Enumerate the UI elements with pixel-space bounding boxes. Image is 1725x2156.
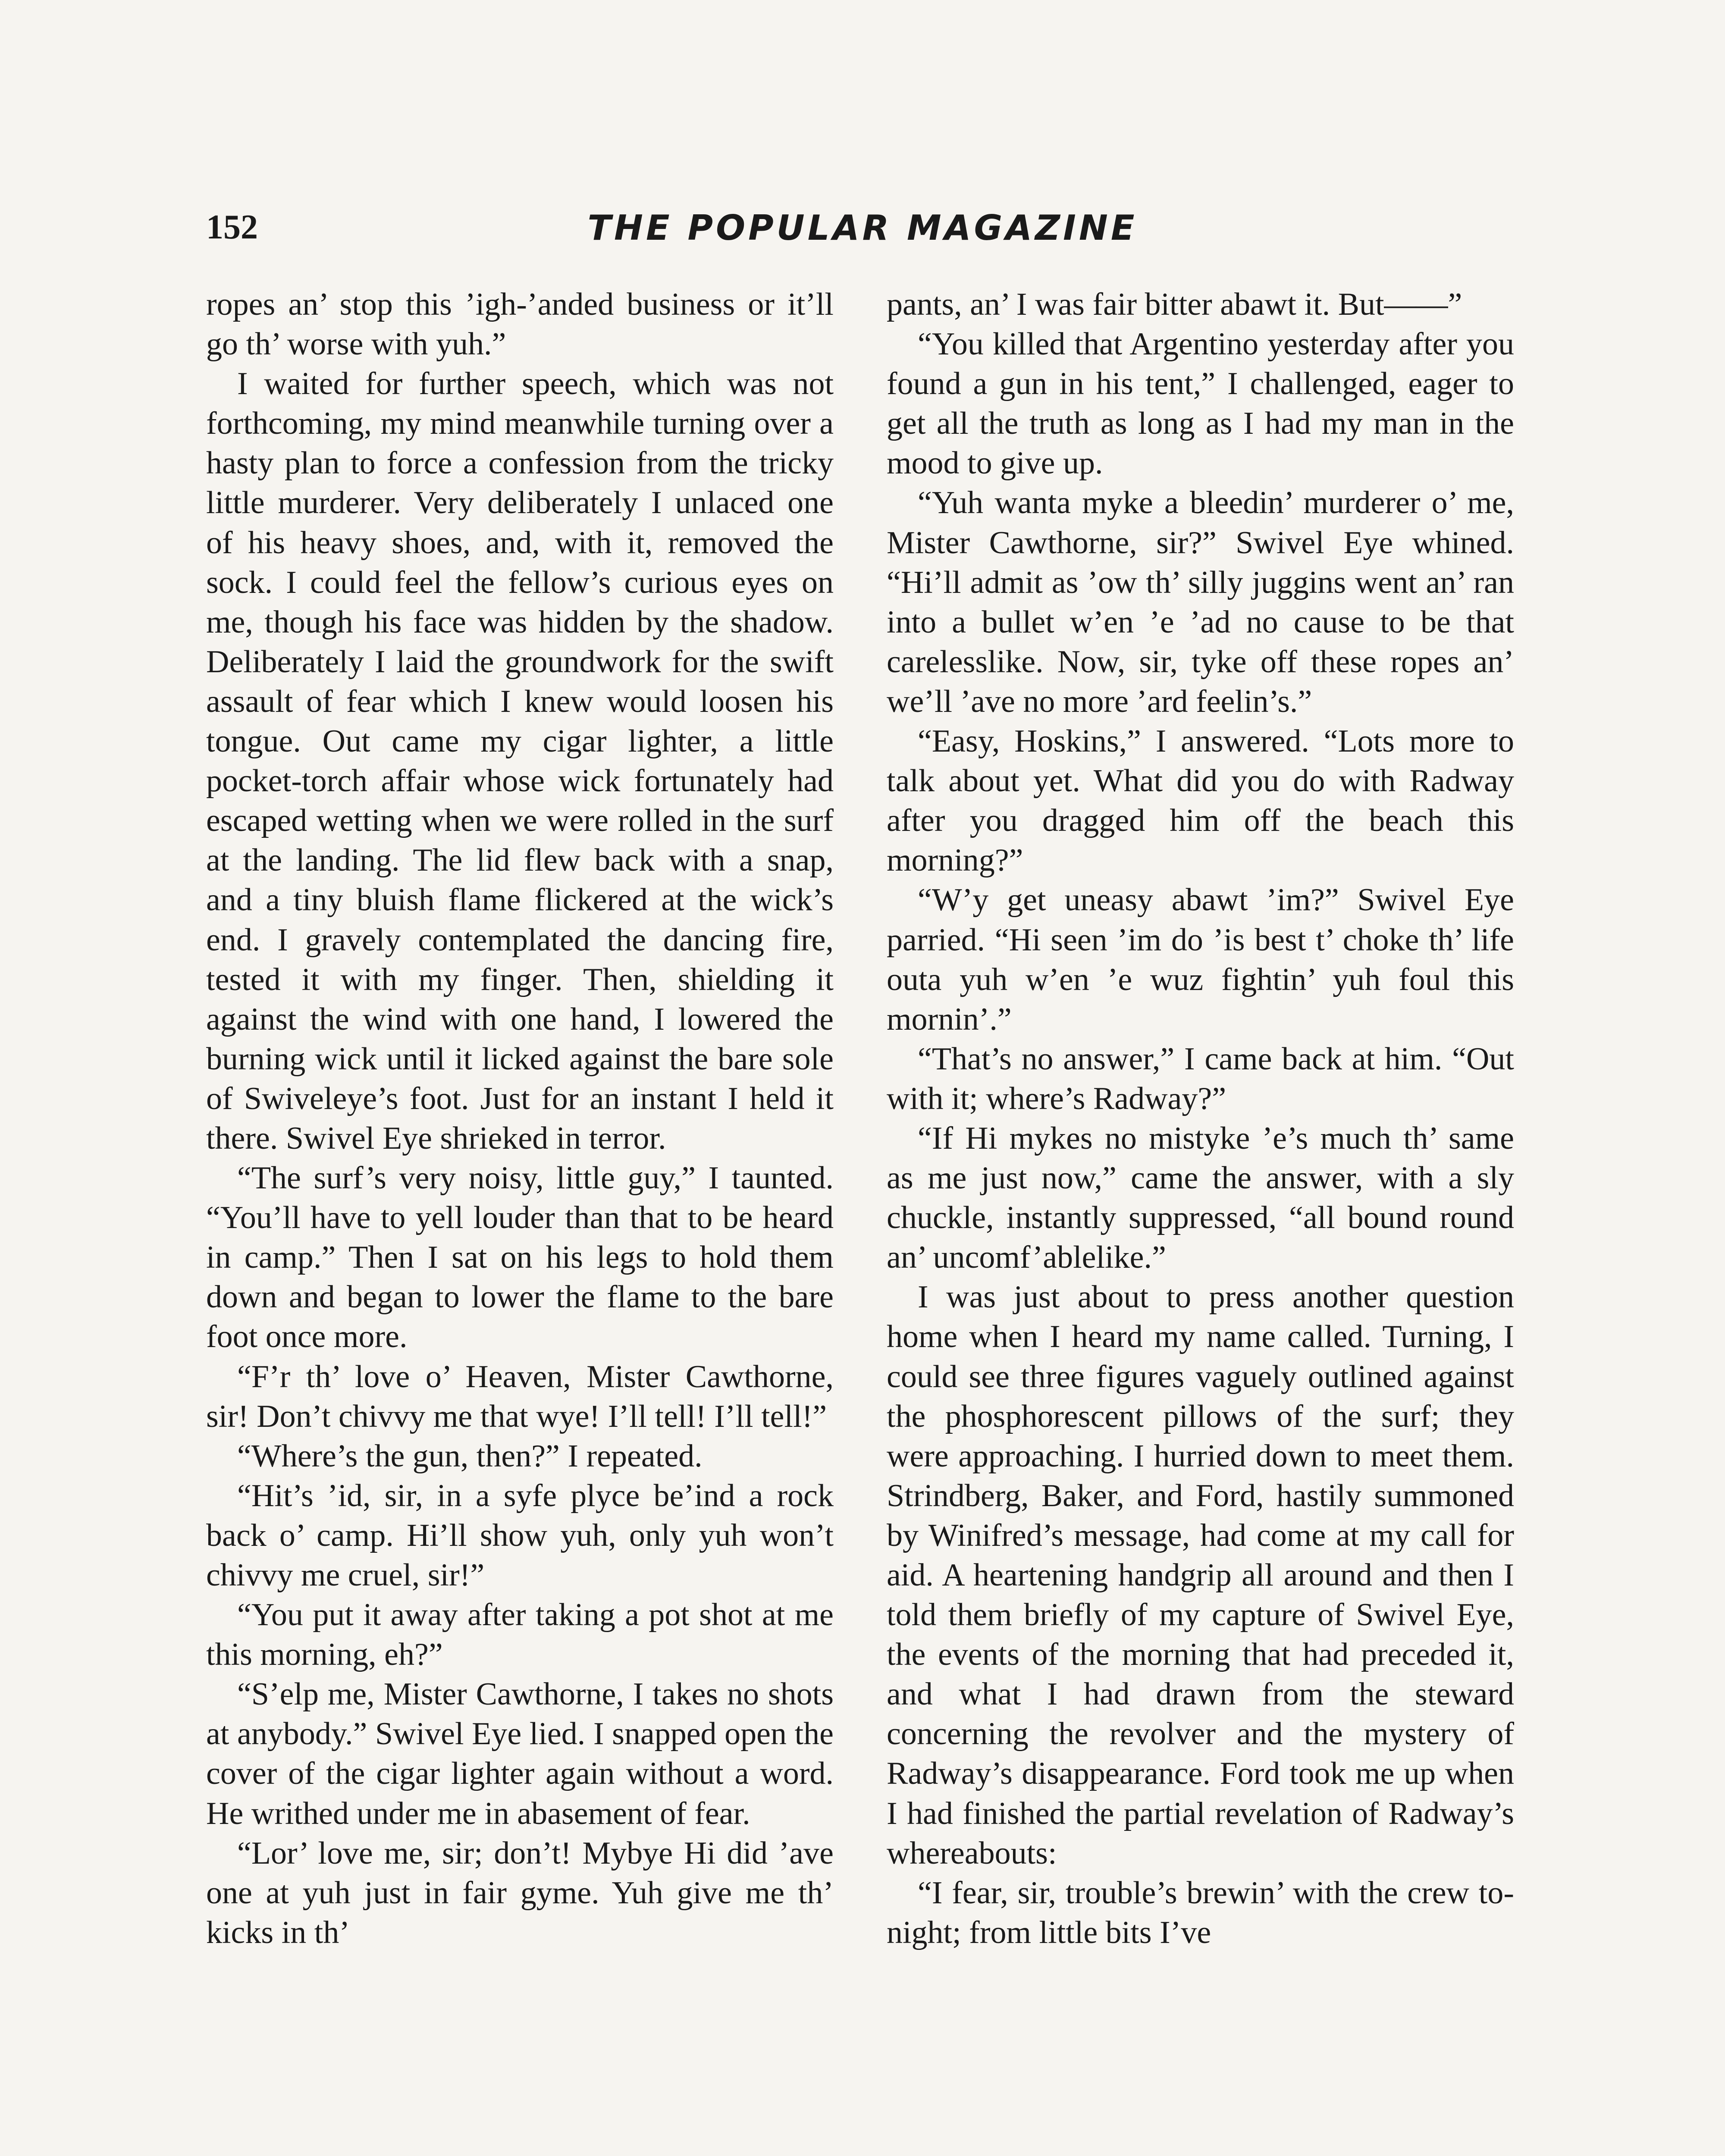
paragraph: “Yuh wanta myke a bleedin’ murderer o’ me, Mister Cawthorne, sir?” Swivel Eye whined. “Hi’ll admit as ’ow th’ silly juggins went an’ ran into a bullet w’en ’e ’ad no cause to be that carelesslike. Now, sir, tyke off these ropes an’ we’ll ’ave no more ’ard feelin’s.” bbox=[887, 485, 1514, 719]
paragraph: “S’elp me, Mister Cawthorne, I takes no shots at anybody.” Swivel Eye lied. I snapped open the cover of the cigar lighter again without a word. He writhed under me in abasement of fear. bbox=[206, 1677, 834, 1831]
paragraph: “W’y get uneasy abawt ’im?” Swivel Eye parried. “Hi seen ’im do ’is best t’ choke th’ life outa yuh w’en ’e wuz fightin’ yuh foul this mornin’.” bbox=[887, 882, 1514, 1037]
paragraph: “Easy, Hoskins,” I answered. “Lots more to talk about yet. What did you do with Radway after you dragged him off the beach this morning?” bbox=[887, 724, 1514, 878]
magazine-title: THE POPULAR MAGAZINE bbox=[587, 208, 1138, 248]
paragraph: I waited for further speech, which was not forthcoming, my mind meanwhile turning over a hasty plan to force a confession from the tricky little murderer. Very deliberately I unlaced one of his heavy shoes, and, with it, removed the sock. I could feel the fellow’s curious eyes on me, though his face was hidden by the shadow. Deliberately I laid the groundwork for the swift assault of fear which I knew would loosen his tongue. Out came my cigar lighter, a little pocket-torch affair whose wick fortunately had escaped wetting when we were rolled in the surf at the landing. The lid flew back with a snap, and a tiny bluish flame flickered at the wick’s end. I gravely contemplated the dancing fire, tested it with my finger. Then, shielding it against the wind with one hand, I lowered the burning wick until it licked against the bare sole of Swiveleye’s foot. Just for an instant I held it there. Swivel Eye shrieked in terror. bbox=[206, 366, 834, 1156]
right-column bbox=[887, 285, 1514, 2156]
paragraph: “The surf’s very noisy, little guy,” I taunted. “You’ll have to yell louder than that to be heard in camp.” Then I sat on his legs to hold them down and began to lower the flame to the bare foot once more. bbox=[206, 1160, 834, 1355]
paragraph: “I fear, sir, trouble’s brewin’ with the crew to-night; from little bits I’ve bbox=[887, 1875, 1514, 1950]
paragraph: “You put it away after taking a pot shot at me this morning, eh?” bbox=[206, 1597, 834, 1673]
left-column bbox=[206, 285, 834, 2156]
paragraph: ropes an’ stop this ’igh-’anded business or it’ll go th’ worse with yuh.” bbox=[206, 287, 834, 362]
paragraph: “F’r th’ love o’ Heaven, Mister Cawthorne, sir! Don’t chivvy me that wye! I’ll tell! I’ll tell!” bbox=[206, 1359, 834, 1434]
paragraph: I was just about to press another question home when I heard my name called. Turning, I could see three figures vaguely outlined against the phosphorescent pillows of the surf; they were approaching. I hurried down to meet them. Strindberg, Baker, and Ford, hastily summoned by Winifred’s message, had come at my call for aid. A heartening handgrip all around and then I told them briefly of my capture of Swivel Eye, the events of the morning that had preceded it, and what I had drawn from the steward concerning the revolver and the mystery of Radway’s disappearance. Ford took me up when I had finished the partial revelation of Radway’s whereabouts: bbox=[887, 1279, 1514, 1871]
paragraph: “You killed that Argentino yesterday after you found a gun in his tent,” I challenged, eager to get all the truth as long as I had my man in the mood to give up. bbox=[887, 326, 1514, 481]
page-number: 152 bbox=[206, 208, 258, 246]
text-columns bbox=[206, 285, 1519, 2156]
paragraph: “Hit’s ’id, sir, in a syfe plyce be’ind a rock back o’ camp. Hi’ll show yuh, only yuh won’t chivvy me cruel, sir!” bbox=[206, 1478, 834, 1593]
paragraph: “That’s no answer,” I came back at him. “Out with it; where’s Radway?” bbox=[887, 1041, 1514, 1116]
paragraph: “Lor’ love me, sir; don’t! Mybye Hi did ’ave one at yuh just in fair gyme. Yuh give me th’ kicks in th’ bbox=[206, 1835, 834, 1950]
paragraph: “Where’s the gun, then?” I repeated. bbox=[237, 1438, 703, 1474]
paragraph: “If Hi mykes no mistyke ’e’s much th’ same as me just now,” came the answer, with a sly chuckle, instantly suppressed, “all bound round an’ uncomf’ablelike.” bbox=[887, 1120, 1514, 1275]
page-header bbox=[206, 208, 1519, 260]
paragraph: pants, an’ I was fair bitter abawt it. But——” bbox=[887, 287, 1462, 322]
